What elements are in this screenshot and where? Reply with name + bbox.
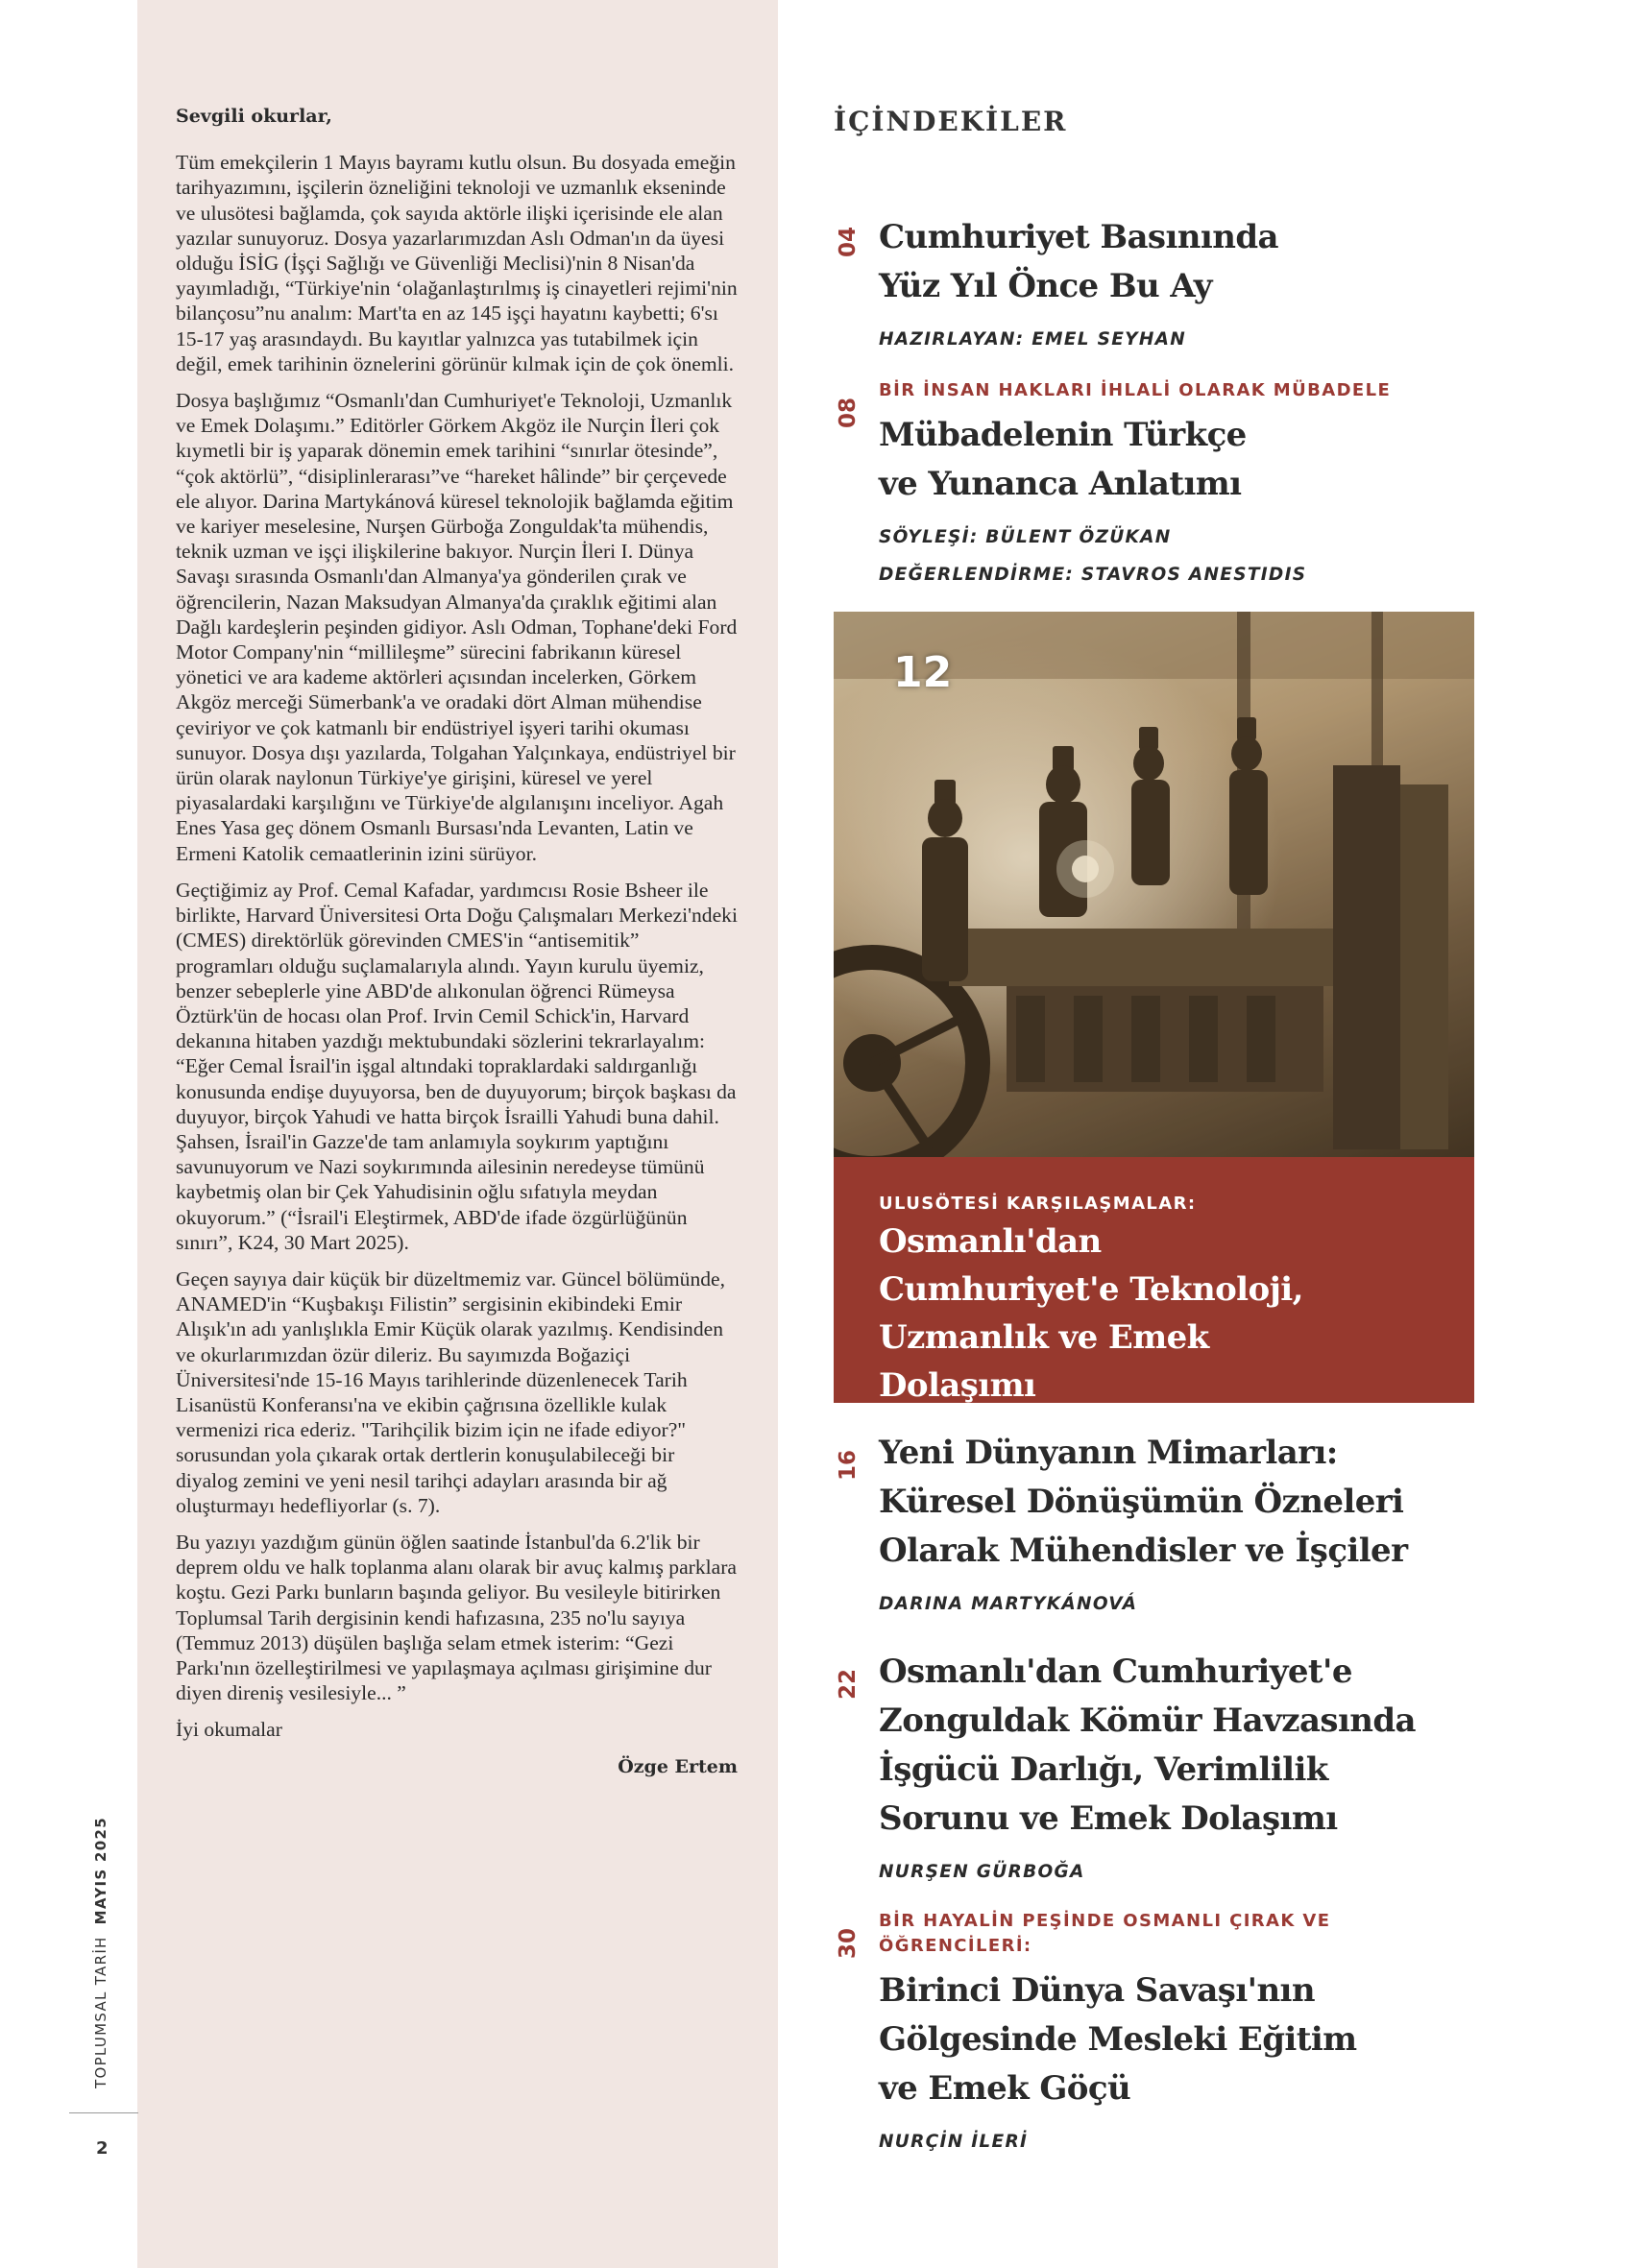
toc-entry-title[interactable]: Mübadelenin Türkçe ve Yunanca Anlatımı (879, 416, 1247, 503)
toc-entry-byline: NURÇİN İLERİ (879, 2132, 1029, 2152)
editorial-paragraph: Geçtiğimiz ay Prof. Cemal Kafadar, yardımcısı Rosie Bsheer ile birlikte, Harvard Üniversitesi Orta Doğu Çalışmaları Merkezi'ndeki (CMES) direktörlük görevinden CMES'in “antisemitik” programları olduğu suçlamalarıyla alındı. Yayın kurulu üyemiz, benzer sebeplerle yine ABD'de alıkonulan öğrenci Rümeysa Öztürk'ün de hocası olan Prof. Irvin Cemil Schick'in, Harvard dekanına hitaben yazdığı mektubundaki sözlerini tekrarlayalım: “Eğer Cemal İsrail'in işgal altındaki topraklardaki saldırganlığı konusunda endişe duyuyorsa, ben de duyuyorum; birçok başkası da duyuyor, birçok Yahudi ve hatta birçok İsrailli Yahudi buna dahil. Şahsen, İsrail'in Gazze'de tam anlamıyla soykırım yaptığını savunuyorum ve Nazi soykırımında ailesinin neredeyse tümünü kaybetmiş olan bir Çek Yahudisinin oğlu sıfatıyla meydan okuyorum.” (“İsrail'i Eleştirmek, ABD'de ifade özgürlüğünün sınırı”, K24, 30 Mart 2025). (176, 878, 738, 1254)
page-number: 2 (96, 2138, 109, 2159)
spine-magazine: TOPLUMSAL TARİH (92, 1936, 109, 2088)
toc-entry-byline: HAZIRLAYAN: EMEL SEYHAN (879, 329, 1187, 350)
editorial-closing: İyi okumalar (176, 1718, 282, 1742)
editorial-paragraph: Dosya başlığımız “Osmanlı'dan Cumhuriyet'e Teknoloji, Uzmanlık ve Emek Dolaşımı.” Editörler Görkem Akgöz ile Nurçin İleri çok kıymetli bir iş yaparak dönemin emek tarihini “sınırlar ötesinde”, “çok aktörlü”, “disiplinlerarası”ve “hareket hâlinde” bir çerçevede ele alıyor. Darina Martykánová küresel teknolojik bağlamda eğitim ve kariyer meselesine, Nurşen Gürboğa Zonguldak'ta mühendis, teknik uzman ve işçi ilişkilerine bakıyor. Nurçin İleri I. Dünya Savaşı sırasında Osmanlı'dan Almanya'ya gönderilen çırak ve öğrencilerin, Nazan Maksudyan Almanya'da çıraklık eğitimi alan Dağlı kardeşlerin peşinden gidiyor. Aslı Odman, Tophane'deki Ford Motor Company'nin “millileşme” sürecini fabrikanın küresel yönetici ve ara kademe aktörleri açısından incelerken, Görkem Akgöz merceği Sümerbank'a ve oradaki dört Alman mühendise çeviriyor ve çok katmanlı bir endüstriyel işyeri tarihi okuması sunuyor. Dosya dışı yazılarda, Tolgahan Yalçınkaya, endüstriyel bir ürün olarak naylonun Türkiye'ye girişini, küresel ve yerel piyasalardaki karşılığını ve Türkiye'de algılanışını inceliyor. Agah Enes Yasa geç dönem Osmanlı Bursası'nda Levanten, Latin ve Ermeni Katolik cemaatlerinin izini sürüyor. (176, 389, 738, 865)
toc-entry-kicker: BİR HAYALİN PEŞİNDE OSMANLI ÇIRAK VE ÖĞRENCİLERİ: (879, 1911, 1331, 1956)
editorial-text (176, 104, 738, 1779)
feature-kicker: ULUSÖTESİ KARŞILAŞMALAR: (879, 1194, 1197, 1214)
editorial-paragraph: Geçen sayıya dair küçük bir düzeltmemiz var. Güncel bölümünde, ANAMED'in “Kuşbakışı Filistin” sergisinin ekibindeki Emir Alışık'ın adı yanlışlıkla Emir Küçük olarak yazılmış. Kendisinden ve okurlarımızdan özür dileriz. Bu sayımızda Boğaziçi Üniversitesi'nde 15-16 Mayıs tarihlerinde düzenlenecek Tarih Lisanüstü Konferansı'na ve ekibin çağrısına özellikle kulak vermenizi rica ederiz. "Tarihçilik bizim için ne ifade ediyor?" sorusundan yola çıkarak ortak dertlerin konuşulabileceği bir diyalog zemini ve yeni nesil tarihçi adayları arasında bir ağ oluşturmayı hedefliyorlar (s. 7). (176, 1267, 726, 1517)
toc-entry-page: 30 (836, 1927, 861, 1959)
toc-entry-page: 22 (836, 1668, 861, 1700)
editorial-paragraph: Tüm emekçilerin 1 Mayıs bayramı kutlu olsun. Bu dosyada emeğin tarihyazımını, işçilerin özneliğini teknoloji ve uzmanlık ekseninde ve ulusötesi bağlamda, çok sayıda aktörle ilişki içerisinde ele alan yazılar sunuyoruz. Dosya yazarlarımızdan Aslı Odman'ın da üyesi olduğu İSİG (İşçi Sağlığı ve Güvenliği Meclisi)'nin 8 Nisan'da yayımladığı, “Türkiye'nin ‘olağanlaştırılmış iş cinayetleri rejimi'nin bilançosu”nu analım: Mart'ta en az 145 işçi hayatını kaybetti; 6'sı 15-17 yaş arasındaydı. Bu kayıtlar yalnızca yas tutabilmek için değil, emek tarihinin öznelerini görünür kılmak için de çok önemli. (176, 151, 738, 375)
feature-byline: DOSYA EDİTÖRLERİ: GÖRKEM AKGÖZ - NURÇİN İLERİ (879, 1417, 1411, 1436)
feature-title[interactable]: Osmanlı'dan Cumhuriyet'e Teknoloji, Uzmanlık ve Emek Dolaşımı (879, 1222, 1303, 1405)
toc-entry-kicker: BİR İNSAN HAKLARI İHLALİ OLARAK MÜBADELE (879, 380, 1392, 400)
editorial-panel (137, 0, 778, 2268)
toc-entry-byline: SÖYLEŞİ: BÜLENT ÖZÜKAN (879, 527, 1172, 547)
toc-entry-title[interactable]: Cumhuriyet Basınında Yüz Yıl Önce Bu Ay (879, 218, 1278, 305)
toc-entry-byline: NURŞEN GÜRBOĞA (879, 1862, 1085, 1882)
spine-label (88, 1805, 111, 2088)
editorial-signature: Özge Ertem (618, 1755, 738, 1777)
toc-entry-byline: DARINA MARTYKÁNOVÁ (879, 1594, 1138, 1614)
feature-page-number: 12 (893, 648, 953, 697)
toc-entry-page: 16 (836, 1449, 861, 1481)
toc-entry-page: 04 (836, 226, 861, 257)
toc-entry-page: 08 (836, 397, 861, 428)
toc-entry-title[interactable]: Birinci Dünya Savaşı'nın Gölgesinde Mesleki Eğitim ve Emek Göçü (879, 1971, 1357, 2108)
toc-heading: İÇİNDEKİLER (834, 106, 1068, 137)
toc-entry-title[interactable]: Yeni Dünyanın Mimarları: Küresel Dönüşümün Özneleri Olarak Mühendisler ve İşçiler (879, 1434, 1408, 1570)
editorial-greeting: Sevgili okurlar, (176, 106, 332, 127)
feature-dossier[interactable] (834, 612, 1474, 1436)
spine-issue: MAYIS 2025 (92, 1817, 109, 1925)
toc-entry-byline: DEĞERLENDİRME: STAVROS ANESTIDIS (879, 565, 1307, 585)
editorial-paragraph: Bu yazıyı yazdığım günün öğlen saatinde İstanbul'da 6.2'lik bir deprem oldu ve halk toplanma alanı olarak bir avuç kalmış parklara koştu. Gezi Parkı bunların başında geliyor. Bu vesileyle bitirirken Toplumsal Tarih dergisinin kendi hafızasına, 235 no'lu sayıya (Temmuz 2013) düşülen başlığa selam etmek isterim: “Gezi Parkı'nın özelleştirilmesi ve yapılaşmaya açılması girişimine dur diyen direniş vesilesiyle... ” (176, 1530, 738, 1705)
divider (69, 2112, 138, 2113)
toc-entry-title[interactable]: Osmanlı'dan Cumhuriyet'e Zonguldak Kömür Havzasında İşgücü Darlığı, Verimlilik Sorunu ve Emek Dolaşımı (879, 1653, 1416, 1838)
feature-caption-box (834, 1157, 1474, 1436)
feature-photo (834, 612, 1474, 1157)
